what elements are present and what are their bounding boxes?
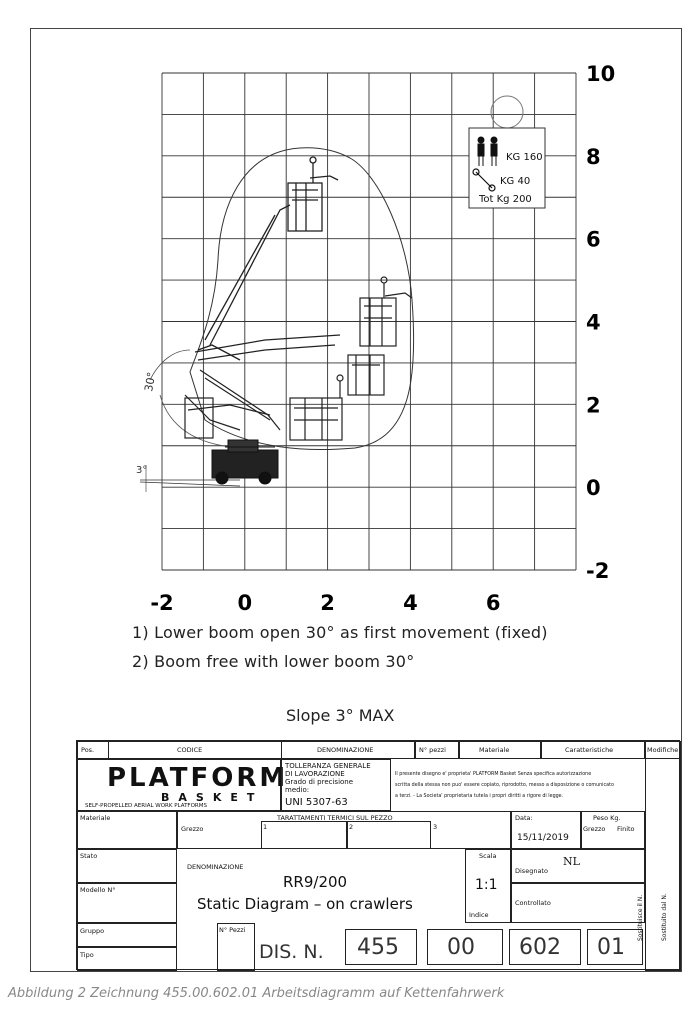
company-logo-sub: BASKET (161, 791, 264, 804)
drawing-number-4: 01 (597, 935, 625, 960)
controllato-label: Controllato (515, 899, 551, 907)
caratteristiche-label: Caratteristiche (565, 746, 614, 754)
boom-low-reach (185, 370, 343, 440)
date-value: 15/11/2019 (517, 833, 569, 843)
y-tick-label: -2 (586, 559, 610, 583)
y-tick-label: 6 (586, 227, 601, 252)
denominazione-label: DENOMINAZIONE (317, 746, 374, 754)
disegnato-label: Disegnato (515, 867, 548, 875)
scala-label: Scala (479, 852, 497, 860)
stato-label: Stato (80, 852, 98, 860)
peso-label: Peso Kg. (593, 814, 621, 822)
modello-label: Modello N° (80, 886, 116, 894)
drawing-subtitle: Static Diagram – on crawlers (197, 895, 413, 913)
y-tick-label: 2 (586, 393, 601, 418)
crawler-machine (212, 440, 278, 484)
x-tick-label: 6 (485, 591, 501, 615)
npezzi-label: N° pezzi (419, 746, 446, 754)
y-tick-label: 8 (586, 144, 601, 169)
t1-label: 1 (263, 823, 268, 831)
uni-standard: UNI 5307-63 (285, 797, 348, 808)
x-tick-label: 0 (237, 591, 253, 615)
t2-label: 2 (349, 823, 354, 831)
notes (132, 618, 548, 676)
y-tick-label: 0 (586, 476, 601, 501)
pos-label: Pos. (81, 746, 95, 754)
sostituito-label: Sostituito dal N. (661, 893, 668, 941)
t3-label: 3 (433, 823, 438, 831)
npezzi2-label: N° Pezzi (219, 926, 246, 934)
note-2: 2) Boom free with lower boom 30° (132, 652, 415, 671)
tipo-label: Tipo (80, 951, 94, 959)
y-tick-labels (586, 62, 615, 583)
gruppo-label: Gruppo (80, 927, 105, 935)
data-label: Data: (515, 814, 533, 822)
x-tick-label: 2 (320, 591, 335, 615)
slope-label: Slope 3° MAX (286, 706, 395, 725)
note-1: 1) Lower boom open 30° as first movement (fixed) (132, 623, 548, 642)
figure-caption: Abbildung 2 Zeichnung 455.00.602.01 Arbeitsdiagramm auf Kettenfahrwerk (8, 986, 505, 1001)
trattamenti-label: TARATTAMENTI TERMICI SUL PEZZO (277, 814, 393, 822)
tolerance-text: TOLLERANZA GENERALE DI LAVORAZIONE Grado di precisione medio: (285, 762, 371, 794)
indice-label: Indice (469, 911, 489, 919)
boom-mid-reach (195, 277, 412, 395)
designer-initials: NL (563, 855, 580, 868)
boom-extended-high (198, 157, 338, 360)
x-tick-labels (150, 591, 500, 615)
x-tick-label: 4 (403, 591, 418, 615)
materiale-label: Materiale (80, 814, 111, 822)
model-name: RR9/200 (283, 873, 348, 891)
angle-label-30: 30° (142, 371, 159, 393)
grezzo-label: Grezzo (181, 825, 204, 833)
t2-cell (347, 821, 431, 849)
title-block (76, 740, 680, 970)
grezzo2-label: Grezzo (583, 825, 606, 833)
y-tick-label: 4 (586, 310, 601, 335)
drawing-number-1: 455 (357, 935, 399, 960)
copyright-text: Il presente disegno e' proprieta' PLATFORM Basket Senza specifica autorizzazione scritta della stessa non puo' essere copiato, riprodotto, messo a disposizione o comunicato a terzi. - La Societa' proprietaria tutela i propri diritti a rigore di legge. (395, 772, 614, 799)
drawing-number-2: 00 (447, 935, 475, 960)
modifiche-label: Modifiche (647, 746, 679, 754)
angle-label-3: 3° (136, 465, 148, 476)
finito-label: Finito (617, 825, 635, 833)
persons-weight: KG 160 (506, 152, 543, 163)
codice-label: CODICE (177, 746, 203, 754)
company-logo: PLATFORM (107, 763, 289, 793)
load-box (469, 96, 545, 208)
total-weight: Tot Kg 200 (479, 194, 532, 205)
denominazione2-label: DENOMINAZIONE (187, 863, 244, 871)
scale-value: 1:1 (475, 877, 498, 893)
drawing-number-3: 602 (519, 935, 561, 960)
sostituisce-label: Sostituisce il N. (637, 894, 644, 941)
x-tick-label: -2 (150, 591, 174, 615)
dis-n-label: DIS. N. (259, 941, 324, 963)
materiale-header: Materiale (479, 746, 510, 754)
t1-cell (261, 821, 347, 849)
logo-tagline: SELF-PROPELLED AERIAL WORK PLATFORMS (85, 803, 207, 809)
y-tick-label: 10 (586, 62, 616, 86)
tools-weight: KG 40 (500, 176, 531, 187)
